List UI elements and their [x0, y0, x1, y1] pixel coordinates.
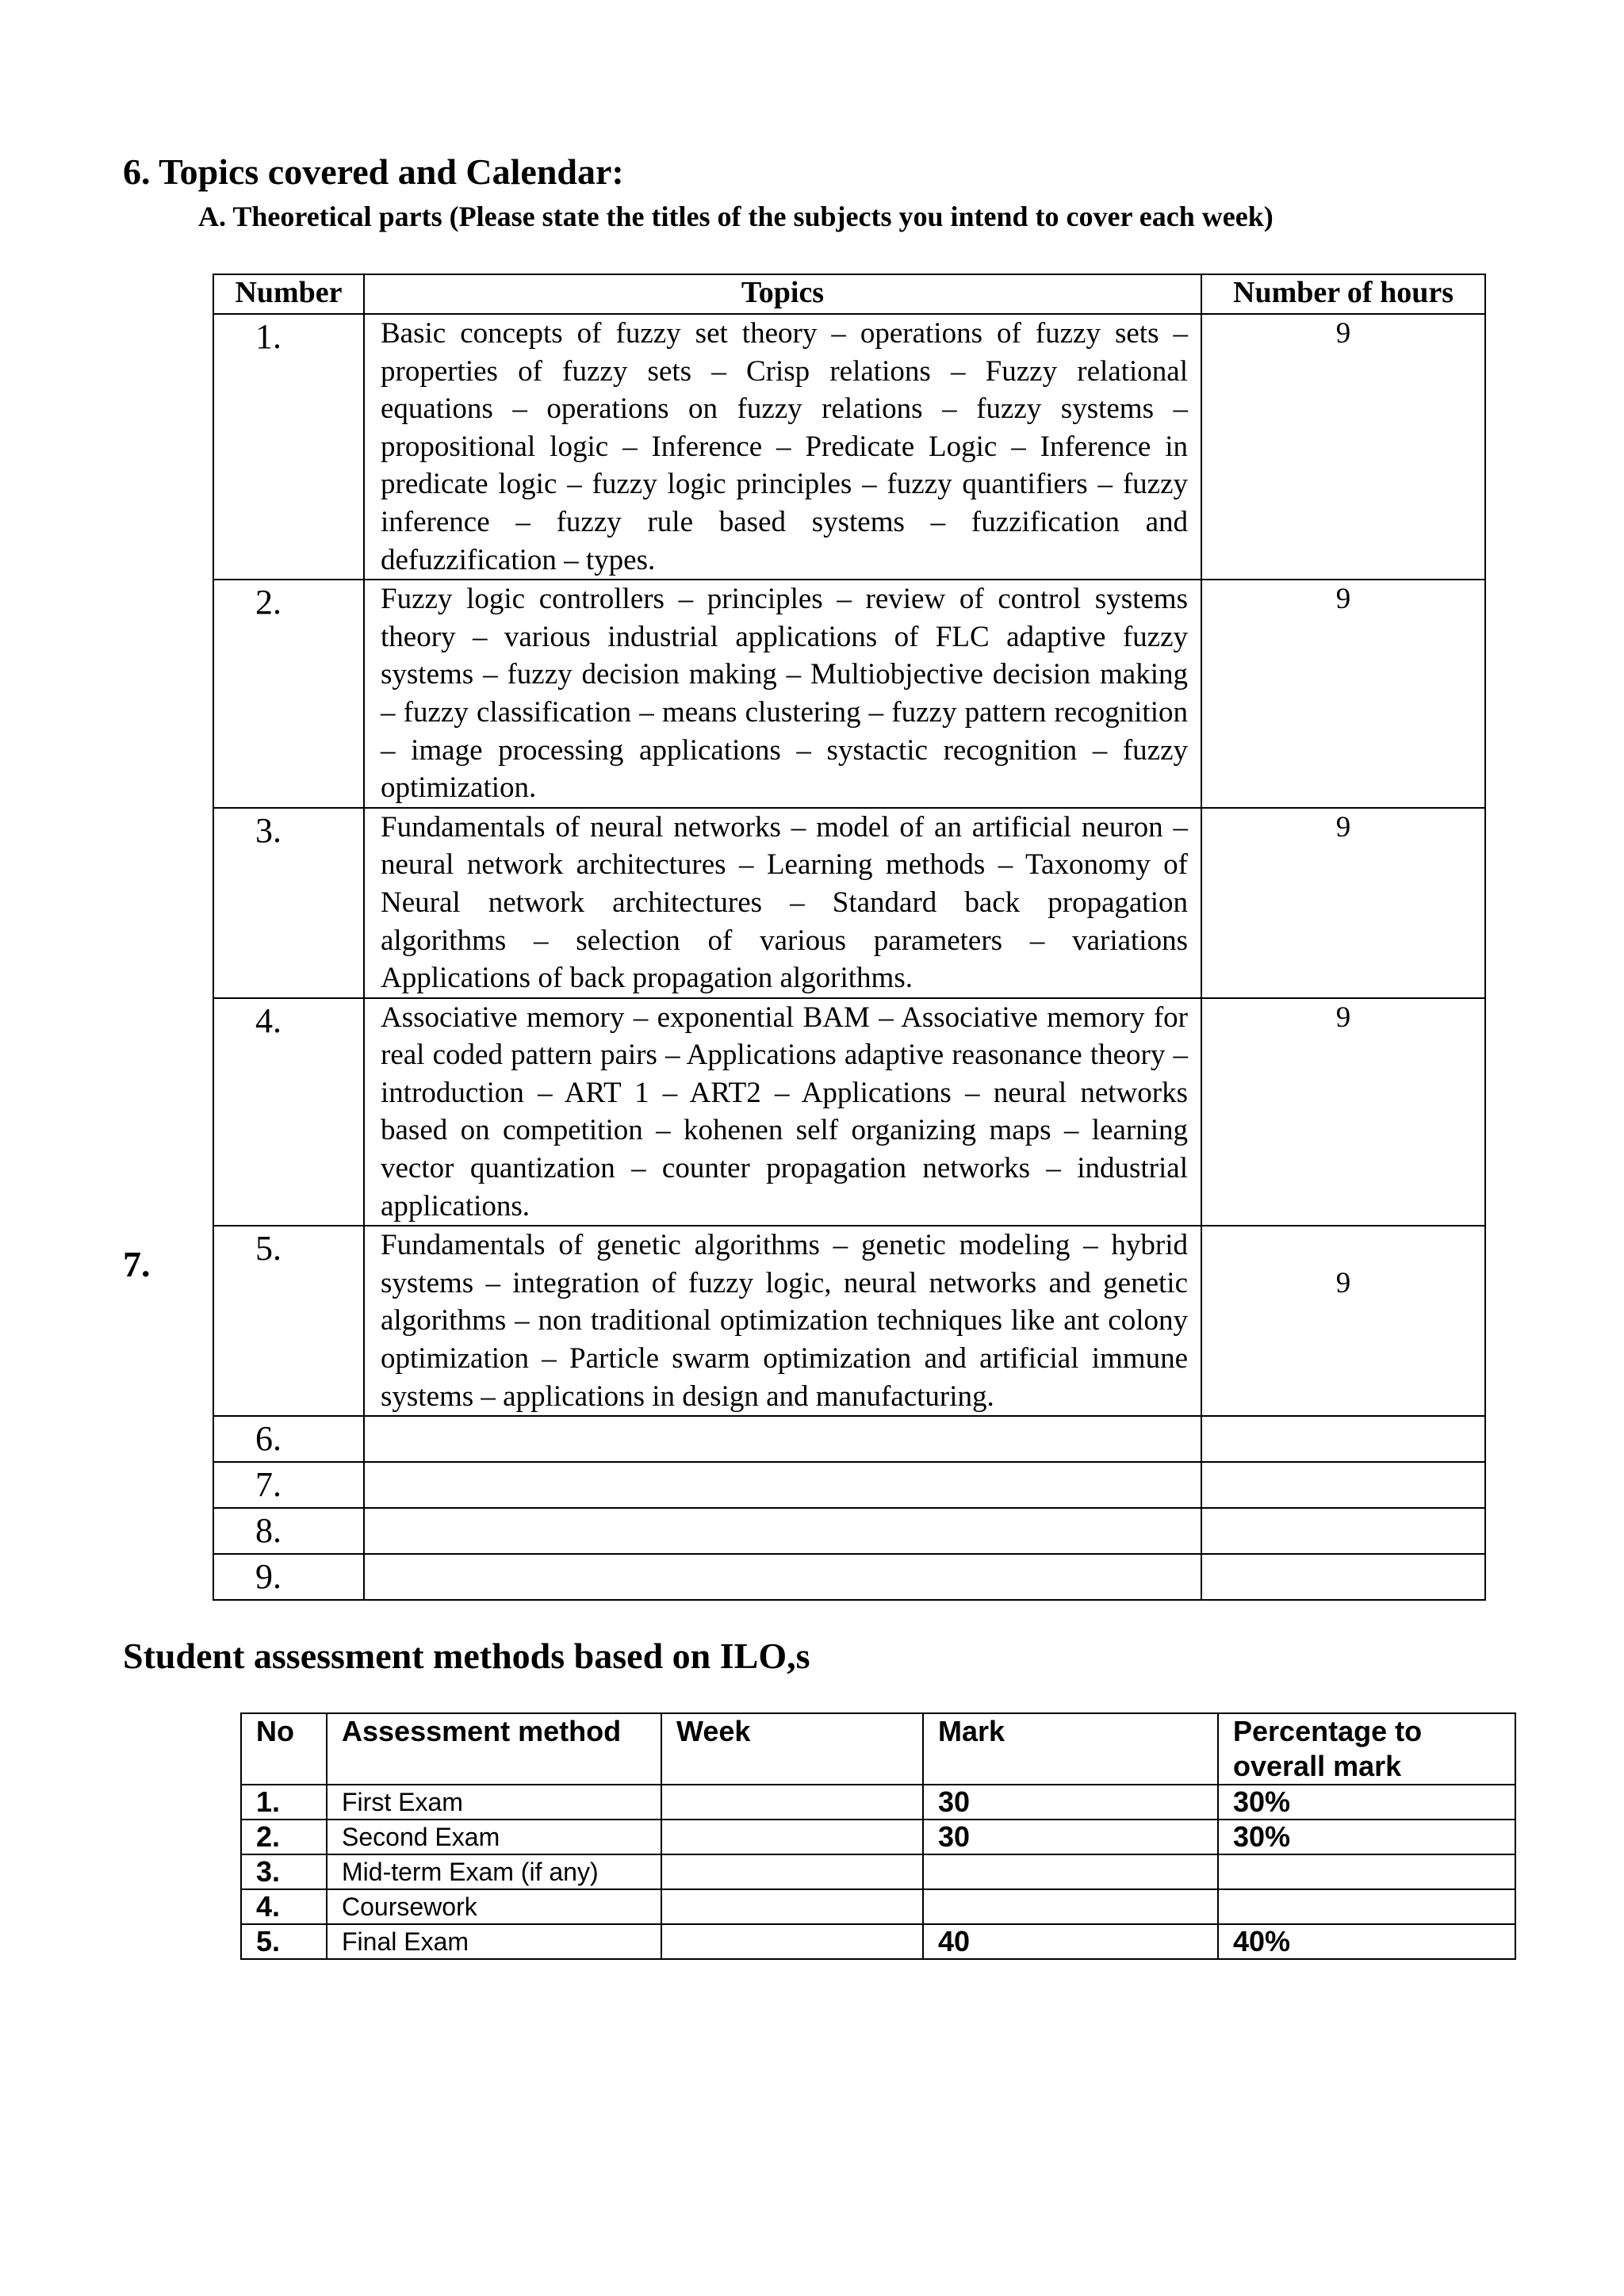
- assessment-week: [661, 1820, 923, 1854]
- assessment-header-row: [241, 1713, 1515, 1785]
- topic-hours: [1201, 1416, 1485, 1462]
- section-number-7: 7.: [123, 1244, 151, 1284]
- topic-row-empty: [213, 1462, 1485, 1508]
- assessment-percentage: 40%: [1218, 1924, 1515, 1959]
- assessment-row: [241, 1785, 1515, 1820]
- assessment-percentage: 30%: [1218, 1785, 1515, 1820]
- assessment-mark: [923, 1854, 1218, 1889]
- topic-text: [364, 1462, 1201, 1508]
- topic-hours: [1201, 1462, 1485, 1508]
- topic-number: 2.: [213, 580, 364, 808]
- assessment-table: [240, 1712, 1516, 1960]
- topic-hours: 9: [1201, 808, 1485, 998]
- assessment-method: Coursework: [327, 1889, 661, 1924]
- assessment-percentage: [1218, 1889, 1515, 1924]
- assessment-row: [241, 1854, 1515, 1889]
- topic-hours: 9: [1201, 1226, 1485, 1416]
- assessment-percentage: 30%: [1218, 1820, 1515, 1854]
- topic-row-empty: [213, 1416, 1485, 1462]
- header-no: No: [241, 1713, 327, 1785]
- assessment-no: 2.: [241, 1820, 327, 1854]
- assessment-method: First Exam: [327, 1785, 661, 1820]
- header-method: Assessment method: [327, 1713, 661, 1785]
- assessment-week: [661, 1924, 923, 1959]
- topic-text: Fuzzy logic controllers – principles – review of control systems theory – various industrial applications of FLC adaptive fuzzy systems – fuzzy decision making – Multiobjective decision making – fuzzy classification – means clustering – fuzzy pattern recognition – image processing applications – systactic recognition – fuzzy optimization.: [364, 580, 1201, 808]
- topic-row-empty: [213, 1554, 1485, 1600]
- topic-row: [213, 314, 1485, 580]
- assessment-no: 3.: [241, 1854, 327, 1889]
- assessment-row: [241, 1889, 1515, 1924]
- topic-text: [364, 1508, 1201, 1554]
- topic-hours: 9: [1201, 580, 1485, 808]
- assessment-row: [241, 1820, 1515, 1854]
- topic-number: 1.: [213, 314, 364, 580]
- assessment-no: 4.: [241, 1889, 327, 1924]
- topic-text: [364, 1554, 1201, 1600]
- header-topics: Topics: [364, 274, 1201, 314]
- topic-row: [213, 580, 1485, 808]
- topic-text: [364, 1416, 1201, 1462]
- topic-hours: 9: [1201, 998, 1485, 1226]
- topic-number: 3.: [213, 808, 364, 998]
- assessment-mark: [923, 1889, 1218, 1924]
- assessment-percentage: [1218, 1854, 1515, 1889]
- topic-row: [213, 808, 1485, 998]
- topics-header-row: [213, 274, 1485, 314]
- header-number: Number: [213, 274, 364, 314]
- header-hours: Number of hours: [1201, 274, 1485, 314]
- assessment-mark: 40: [923, 1924, 1218, 1959]
- section-heading: 6. Topics covered and Calendar:: [123, 151, 624, 192]
- topic-row-empty: [213, 1508, 1485, 1554]
- topic-number: 7.: [213, 1462, 364, 1508]
- topic-number: 6.: [213, 1416, 364, 1462]
- topic-row: [213, 1226, 1485, 1416]
- assessment-mark: 30: [923, 1785, 1218, 1820]
- assessment-method: Second Exam: [327, 1820, 661, 1854]
- topic-number: 9.: [213, 1554, 364, 1600]
- assessment-method: Mid-term Exam (if any): [327, 1854, 661, 1889]
- topic-hours: 9: [1201, 314, 1485, 580]
- topic-row: [213, 998, 1485, 1226]
- topic-text: Fundamentals of genetic algorithms – genetic modeling – hybrid systems – integration of fuzzy logic, neural networks and genetic algorithms – non traditional optimization techniques like ant colony optimization – Particle swarm optimization and artificial immune systems – applications in design and manufacturing.: [364, 1226, 1201, 1416]
- header-percentage: Percentage to overall mark: [1218, 1713, 1515, 1785]
- topic-text: Associative memory – exponential BAM – Associative memory for real coded pattern pairs – Applications adaptive reasonance theory – introduction – ART 1 – ART2 – Applications – neural networks based on competition – kohenen self organizing maps – learning vector quantization – counter propagation networks – industrial applications.: [364, 998, 1201, 1226]
- assessment-row: [241, 1924, 1515, 1959]
- topic-hours: [1201, 1508, 1485, 1554]
- assessment-week: [661, 1785, 923, 1820]
- assessment-week: [661, 1889, 923, 1924]
- subheading-theoretical-parts: A. Theoretical parts (Please state the titles of the subjects you intend to cover each week): [198, 201, 1274, 232]
- assessment-no: 5.: [241, 1924, 327, 1959]
- assessment-heading: Student assessment methods based on ILO,s: [123, 1636, 810, 1676]
- topic-hours: [1201, 1554, 1485, 1600]
- assessment-mark: 30: [923, 1820, 1218, 1854]
- topic-number: 4.: [213, 998, 364, 1226]
- topics-table: [213, 274, 1486, 1601]
- assessment-week: [661, 1854, 923, 1889]
- header-mark: Mark: [923, 1713, 1218, 1785]
- assessment-method: Final Exam: [327, 1924, 661, 1959]
- header-week: Week: [661, 1713, 923, 1785]
- topic-number: 5.: [213, 1226, 364, 1416]
- assessment-no: 1.: [241, 1785, 327, 1820]
- topic-text: Basic concepts of fuzzy set theory – operations of fuzzy sets – properties of fuzzy sets – Crisp relations – Fuzzy relational equations – operations on fuzzy relations – fuzzy systems – propositional logic – Inference – Predicate Logic – Inference in predicate logic – fuzzy logic principles – fuzzy quantifiers – fuzzy inference – fuzzy rule based systems – fuzzification and defuzzification – types.: [364, 314, 1201, 580]
- topic-number: 8.: [213, 1508, 364, 1554]
- topic-text: Fundamentals of neural networks – model of an artificial neuron – neural network architectures – Learning methods – Taxonomy of Neural network architectures – Standard back propagation algorithms – selection of various parameters – variations Applications of back propagation algorithms.: [364, 808, 1201, 998]
